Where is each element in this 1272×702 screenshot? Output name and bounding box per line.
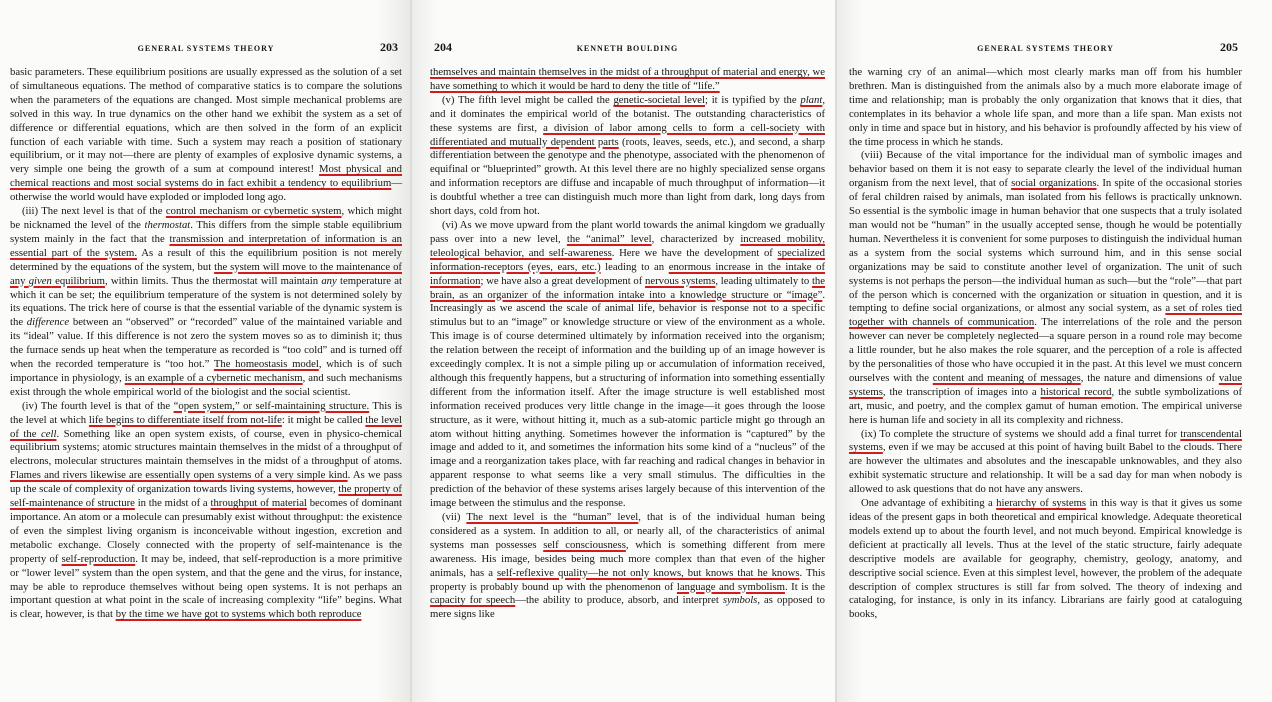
underlined-text: plant [800, 93, 823, 106]
text-run: , and such mechanisms exist through the whole empirical world of the biologist and the social scientist. [10, 371, 402, 398]
text-run: . Something like an open system exists, of course, even in physico-chemical equilibrium systems; atomic structures maintain themselves in the midst of a throughput of electrons, molecular structures maintain themselves in the midst of a throughput of atoms. [10, 427, 402, 468]
text-run: . In spite of the occasional stories of feral children raised by animals, man isolated from his fellows is practically unknown. So essential is the symbolic image in human behavior that one suspects that a truly isolated man would not be “human” in the usually accepted sense, though he would be potentially human. Nevertheless it is convenient for some purposes to distinguish the individual human as a system from the social systems which surround him, and in this sense social organizations may be said to constitute another level of organization. The unit of such systems is not perhaps the person—the individual human as such—but the “role”—that part of the person which is concerned with the organization or situation in question, and it is tempting to define social organizations, or almost any social system, as [849, 177, 1242, 315]
text-run: difference [26, 316, 70, 329]
underlined-text: value systems [849, 371, 1242, 398]
paragraph [849, 428, 1242, 498]
running-head: GENERAL SYSTEMS THEORY [137, 44, 275, 53]
underlined-text: genetic-societal level [613, 93, 705, 106]
underlined-text: a set of roles tied together with channels of communication [849, 302, 1242, 329]
page-number: 203 [380, 40, 398, 54]
page-header [849, 40, 1242, 60]
underlined-text: a division of labor among cells to form a cell-society with differentiated and mutually dependent parts [430, 121, 825, 148]
paragraph [430, 511, 825, 622]
text-run: , which is something different from mere awareness. His image, besides being much more complex than that even of the higher animals, has a [430, 538, 825, 579]
page-number: 204 [434, 40, 452, 54]
underlined-text: cell [41, 427, 57, 440]
text-run: : it might be called [281, 413, 366, 426]
underlined-text: self-reflexive quality—he not only knows, but knows that he knows [497, 566, 800, 579]
text-run: (iii) The next level is that of the [22, 205, 166, 218]
text-run: —the ability to produce, absorb, and interpret [515, 594, 723, 607]
text-run: , which is of such importance in physiology, [10, 358, 402, 384]
underlined-text: the system will move to the maintenance of any [10, 260, 402, 287]
page-203 [0, 0, 410, 702]
page-body [10, 66, 402, 622]
paragraph [10, 400, 402, 623]
text-run: symbols [722, 594, 758, 607]
running-head: KENNETH BOULDING [576, 44, 679, 53]
underlined-text: Most physical and chemical reactions and most social systems do in fact exhibit a tendency to equilibrium [10, 163, 402, 190]
underlined-text: life begins to differentiate itself from not-life [88, 413, 282, 426]
page-body [849, 66, 1242, 622]
underlined-text: themselves and maintain themselves in the midst of a throughput of material and energy, we have something to which it would be hard to deny the title of “life.” [430, 66, 825, 92]
text-run: . It is the [784, 580, 826, 593]
text-run: . As we pass up the scale of complexity of organization towards living systems, however, [10, 469, 403, 496]
paragraph [849, 497, 1242, 622]
text-run: (v) The fifth level might be called the [442, 93, 614, 106]
text-run: between an “observed” or “recorded” value of the maintained variable and its “ideal” value. If this difference is not zero the system moves so as to diminish it; thus the furnace sends up heat when the temperature as recorded is “too cold” and is turned off when the recorded temperature is “too hot.” [10, 316, 402, 371]
underlined-text: nervous systems [645, 274, 716, 287]
page-body [430, 66, 825, 622]
paragraph [10, 66, 402, 205]
text-run: , within limits. Thus the thermostat will maintain [104, 274, 322, 287]
text-run: , the nature and dimensions of [1080, 371, 1219, 384]
text-run: in the midst of a [134, 497, 211, 510]
underlined-text: transcendental systems [849, 427, 1242, 454]
text-run: , characterized by [651, 232, 741, 245]
underlined-text: self-reproduction [61, 552, 136, 565]
text-run: (roots, leaves, seeds, etc.), and second, a sharp differentiation between the genotype and the phenotype, associated with the phenomenon of equifinal or “blueprinted” growth. At this level there are no highly specialized sense organs and information receptors are diffuse and incapable of much throughput of information—it is doubtful whether a tree can distinguish much more than light from dark, long days from short days, cold from hot. [430, 135, 825, 218]
text-run: One advantage of exhibiting a [861, 497, 997, 510]
text-run: , and it dominates the empirical world of the botanist. The outstanding characteristics of these systems are first, [430, 93, 826, 134]
running-head: GENERAL SYSTEMS THEORY [977, 44, 1114, 53]
underlined-text: the brain, as an organizer of the information intake into a knowledge structure or “image” [430, 274, 826, 301]
underlined-text: the level of the [10, 413, 402, 440]
underlined-text: specialized information-receptors (eyes, ears, etc.) [430, 246, 826, 273]
text-run: becomes of dominant importance. An atom or a molecule can presumably exist without throughput: the existence of even the simplest living organism is inconceivable without ingestion, excretion and metabolic exchange. Closely connected with the property of self-maintenance is the property of [10, 497, 402, 565]
underlined-text: is an example of a cybernetic mechanism [124, 371, 303, 384]
text-run: . The interrelations of the role and the person however can never be completely neglected—a square person in a round role may become a little rounder, but he also makes the role squarer, and the perception of a role is affected by the personalities of those who have occupied it in the past. At this level we must concern ourselves with the [849, 316, 1242, 384]
underlined-text: social organizations [1011, 177, 1097, 190]
page-205 [837, 0, 1272, 702]
paragraph [430, 94, 825, 219]
underlined-text: self consciousness [543, 538, 626, 551]
text-run: . This property is probably bound up with the phenomenon of [430, 566, 826, 593]
underlined-text: given [28, 274, 52, 287]
underlined-text: enormous increase in the intake of information [430, 260, 826, 287]
text-run: any [321, 274, 337, 287]
text-run: , as opposed to mere signs like [430, 594, 825, 621]
text-run: (vi) As we move upward from the plant world towards the animal kingdom we gradually pass over into a new level, [430, 218, 825, 245]
paragraph [10, 205, 402, 400]
text-run: , even if we may be accused at this point of having built Babel to the clouds. There are however the ultimates and absolutes and the inescapable unknowables, and they also exhibit systematic structure and relationship. It will be a sad day for man when nobody is allowed to ask questions that do not have any answers. [849, 441, 1242, 496]
text-run: This is the level at which [10, 399, 402, 426]
text-run: temperature at which it can be set; the equilibrium temperature of the system is not determined solely by its equations. The trick here of course is that the essential variable of the dynamic system is the [10, 274, 403, 329]
text-run: , leading ultimately to [715, 274, 812, 287]
text-run: . It may be, indeed, that self-reproduction is a more primitive or “lower level” system than the open system, and that the gene and the virus, for instance, may be able to reproduce themselves without being open systems. It is not perhaps an important question at what point in the scale of increasing complexity “life” begins. What is clear, however, is that [10, 552, 403, 621]
underlined-text: hierarchy of systems [996, 497, 1087, 510]
text-run: thermostat [144, 218, 191, 231]
underlined-text: the “animal” level [566, 232, 652, 245]
paragraph [849, 149, 1242, 427]
underlined-text: throughput of material [210, 497, 307, 510]
paragraph [430, 66, 825, 94]
text-run: . This differs from the simple stable equilibrium system mainly in the fact that the [10, 218, 402, 245]
text-run: ; it is typified by the [705, 93, 801, 106]
page-number: 205 [1220, 40, 1238, 54]
text-run: . Here we have the development of [611, 246, 778, 259]
text-run: in this way is that it gives us some ideas of the present gaps in both theoretical and empirical knowledge. Adequate theoretical models extend up to about the fourth level, and not much beyond. Empirical knowledge is deficient at practically all levels. Thus at the level of the static structure, fairly adequate descriptive models are available for geography, chemistry, geology, anatomy, and descriptive social science. Even at this simplest level, however, the problem of the adequate description of complex structures is still far from solved. The theory of indexing and cataloging, for instance, is only in its infancy. Librarians are fairly good at cataloguing books, [849, 497, 1242, 621]
page-header [10, 40, 402, 60]
text-run: , the transcription of images into a [882, 385, 1041, 398]
underlined-text: control mechanism or cybernetic system [165, 205, 342, 218]
text-run: basic parameters. These equilibrium positions are usually expressed as the solution of a set of simultaneous equations. The method of comparative statics is to compare the solutions when the parameters of the equations are changed. Most simple mechanical problems are solved in this way. In true dynamics on the other hand we exhibit the system as a set of difference or differential equations, which are then solved in the form of an explicit function of each variable with time. Such a system may reach a position of stationary equilibrium, or it may not—there are plenty of examples of explosive dynamic systems, a very simple one being the growth of a sum at compound interest! [10, 66, 402, 176]
underlined-text: historical record [1040, 385, 1112, 398]
underlined-text: language and symbolism [676, 580, 785, 593]
text-run: leading to an [600, 260, 669, 273]
page-204 [412, 0, 835, 702]
underlined-text: The homeostasis model [213, 358, 319, 371]
underlined-text: equilibrium [51, 274, 105, 287]
underlined-text: “open system,” or self-maintaining structure. [173, 399, 370, 412]
text-run: , which might be nicknamed the level of the [10, 205, 402, 231]
underlined-text: the property of self-maintenance of structure [10, 483, 402, 510]
text-run: ; we have also a great development of [480, 274, 646, 287]
text-run: . Increasingly as we ascend the scale of animal life, behavior is response not to a specific stimulus but to an “image” or knowledge structure or view of the environment as a whole. This image is of course determined ultimately by information received into the organism; the relation between the receipt of information and the building up of an image however is exceedingly complex. It is not a simple piling up or accumulation of information received, although this frequently happens, but a structuring of information into something essentially different from the information itself. After the image structure is well established most information received produces very little change in the image—it goes through the loose structure, as it were, without hitting it, much as a sub-atomic particle might go through an atom without hitting anything. Sometimes however the information is “captured” by the image and added to it, and sometimes the information hits some kind of a “nucleus” of the image and a reorganization takes place, with far reaching and radical changes in behavior in apparent response to what seems like a very small stimulus. The difficulties in the prediction of the behavior of these systems arises largely because of this intervention of the image between the stimulus and the response. [430, 288, 825, 510]
paragraph [430, 219, 825, 511]
text-run: (viii) Because of the vital importance for the individual man of symbolic images and behavior based on them it is not easy to separate clearly the level of the individual human organism from the next level, that of [849, 149, 1242, 190]
text-run: , that is of the individual human being considered as a system. In addition to all, or nearly all, of the characteristics of animal systems man possesses [430, 511, 825, 551]
paragraph [849, 66, 1242, 149]
underlined-text: The next level is the “human” level [466, 511, 639, 523]
underlined-text: content and meaning of messages [932, 371, 1081, 384]
text-run: the warning cry of an animal—which most clearly marks man off from his humbler brethren. Man is distinguished from the animals also by a much more elaborate image of time and relationship; man is probably the only organization that knows that it dies, that contemplates in its behavior a whole life span, and more than a life span. Man exists not only in time and space but in history, and his behavior is profoundly affected by his view of the time process in which he stands. [849, 66, 1242, 148]
text-run: —otherwise the world would have exploded or imploded long ago. [10, 177, 402, 204]
text-run: , the subtle symbolizations of art, music, and poetry, and the complex gamut of human emotion. The empirical universe here is human life and society in all its complexity and richness. [849, 385, 1243, 426]
text-run: (vii) [442, 511, 467, 523]
underlined-text: increased mobility, teleological behavior, and self-awareness [430, 232, 826, 259]
text-run: (iv) The fourth level is that of the [22, 399, 174, 412]
underlined-text: capacity for speech [430, 594, 516, 607]
underlined-text: transmission and interpretation of information is an essential part of the system. [10, 232, 402, 259]
text-run: (ix) To complete the structure of systems we should add a final turret for [861, 427, 1181, 440]
text-run: As a result of this the equilibrium position is not merely determined by the equations of the system, but [10, 246, 402, 273]
page-header [430, 40, 825, 60]
underlined-text: by the time we have got to systems which both reproduce [115, 608, 362, 621]
underlined-text: Flames and rivers likewise are essentially open systems of a very simple kind [10, 469, 348, 482]
